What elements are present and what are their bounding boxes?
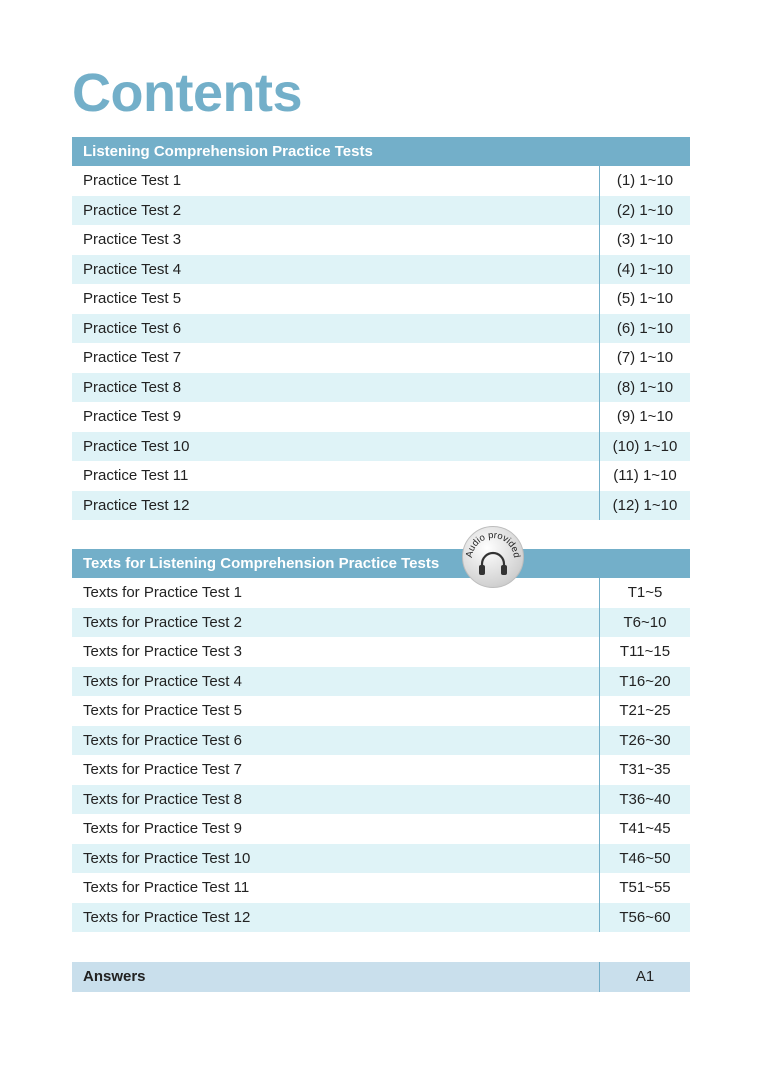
practice-test-page: (5) 1~10	[599, 284, 690, 314]
texts-test-row[interactable]	[72, 873, 690, 903]
texts-test-label: Texts for Practice Test 12	[83, 908, 251, 926]
practice-test-label: Practice Test 6	[83, 319, 182, 337]
practice-test-page: (3) 1~10	[599, 225, 690, 255]
practice-test-page: (1) 1~10	[599, 166, 690, 196]
audio-provided-text: Audio provided	[463, 529, 523, 559]
texts-rows	[72, 578, 690, 932]
texts-test-page: T1~5	[599, 578, 690, 608]
practice-test-label: Practice Test 12	[83, 496, 190, 514]
texts-test-label: Texts for Practice Test 10	[83, 849, 251, 867]
practice-test-label: Practice Test 10	[83, 437, 190, 455]
texts-test-page: T26~30	[599, 726, 690, 756]
texts-test-row[interactable]	[72, 667, 690, 697]
practice-test-row[interactable]	[72, 491, 690, 521]
texts-test-row[interactable]	[72, 785, 690, 815]
texts-test-row[interactable]	[72, 903, 690, 933]
practice-test-row[interactable]	[72, 461, 690, 491]
practice-test-page: (6) 1~10	[599, 314, 690, 344]
answers-row[interactable]	[72, 962, 690, 992]
texts-test-label: Texts for Practice Test 1	[83, 584, 242, 601]
listening-tests-header: Listening Comprehension Practice Tests	[72, 137, 690, 166]
texts-test-page: T31~35	[599, 755, 690, 785]
texts-test-page: T51~55	[599, 873, 690, 903]
texts-table	[72, 549, 690, 932]
practice-test-row[interactable]	[72, 432, 690, 462]
texts-test-label: Texts for Practice Test 6	[83, 731, 242, 749]
texts-test-row[interactable]	[72, 844, 690, 874]
texts-test-row[interactable]	[72, 608, 690, 638]
svg-text:Audio provided	[464, 530, 522, 559]
audio-provided-badge	[462, 526, 524, 588]
practice-test-row[interactable]	[72, 373, 690, 403]
texts-test-page: T36~40	[599, 785, 690, 815]
practice-test-page: (11) 1~10	[599, 461, 690, 491]
texts-test-row[interactable]	[72, 696, 690, 726]
practice-test-label: Practice Test 5	[83, 290, 182, 307]
texts-test-page: T56~60	[599, 903, 690, 933]
practice-test-page: (7) 1~10	[599, 343, 690, 373]
texts-test-row[interactable]	[72, 637, 690, 667]
texts-test-page: T41~45	[599, 814, 690, 844]
answers-label: Answers	[83, 968, 146, 985]
practice-test-label: Practice Test 8	[83, 378, 182, 396]
practice-test-label: Practice Test 4	[83, 260, 182, 278]
practice-test-row[interactable]	[72, 314, 690, 344]
listening-tests-rows	[72, 166, 690, 520]
practice-test-page: (12) 1~10	[599, 491, 690, 521]
texts-test-row[interactable]	[72, 578, 690, 608]
texts-test-page: T11~15	[599, 637, 690, 667]
practice-test-page: (9) 1~10	[599, 402, 690, 432]
practice-test-page: (10) 1~10	[599, 432, 690, 462]
texts-test-label: Texts for Practice Test 7	[83, 761, 242, 778]
practice-test-row[interactable]	[72, 225, 690, 255]
practice-test-label: Practice Test 1	[83, 172, 182, 189]
practice-test-page: (4) 1~10	[599, 255, 690, 285]
practice-test-row[interactable]	[72, 343, 690, 373]
practice-test-page: (8) 1~10	[599, 373, 690, 403]
headphones-icon	[463, 527, 523, 587]
practice-test-row[interactable]	[72, 284, 690, 314]
answers-table	[72, 962, 690, 992]
practice-test-row[interactable]	[72, 255, 690, 285]
texts-test-row[interactable]	[72, 814, 690, 844]
practice-test-row[interactable]	[72, 166, 690, 196]
practice-test-label: Practice Test 2	[83, 201, 182, 219]
practice-test-row[interactable]	[72, 402, 690, 432]
answers-page: A1	[599, 962, 690, 992]
practice-test-label: Practice Test 11	[83, 467, 189, 484]
listening-tests-table	[72, 137, 690, 520]
texts-test-label: Texts for Practice Test 3	[83, 643, 242, 660]
page-title: Contents	[72, 63, 302, 123]
texts-test-label: Texts for Practice Test 2	[83, 613, 242, 631]
texts-test-row[interactable]	[72, 726, 690, 756]
texts-test-page: T6~10	[599, 608, 690, 638]
texts-test-label: Texts for Practice Test 5	[83, 702, 242, 719]
texts-test-row[interactable]	[72, 755, 690, 785]
texts-test-label: Texts for Practice Test 9	[83, 820, 242, 837]
texts-test-label: Texts for Practice Test 11	[83, 879, 250, 896]
texts-test-label: Texts for Practice Test 8	[83, 790, 242, 808]
texts-test-page: T16~20	[599, 667, 690, 697]
practice-test-page: (2) 1~10	[599, 196, 690, 226]
practice-test-label: Practice Test 7	[83, 349, 182, 366]
practice-test-label: Practice Test 9	[83, 408, 182, 425]
texts-test-label: Texts for Practice Test 4	[83, 672, 242, 690]
practice-test-row[interactable]	[72, 196, 690, 226]
practice-test-label: Practice Test 3	[83, 231, 182, 248]
texts-test-page: T21~25	[599, 696, 690, 726]
texts-header: Texts for Listening Comprehension Practice Tests	[72, 549, 690, 578]
texts-test-page: T46~50	[599, 844, 690, 874]
